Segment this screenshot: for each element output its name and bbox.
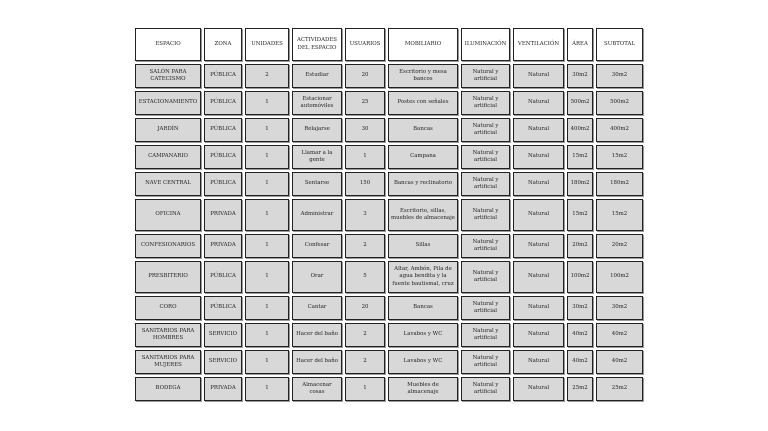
cell-subtotal: 15m2 <box>596 145 643 169</box>
cell-usuarios: 5 <box>345 261 385 293</box>
cell-zona: PÚBLICA <box>204 261 242 293</box>
cell-mobiliario: Lavabos y WC <box>388 350 458 374</box>
cell-usuarios: 20 <box>345 296 385 320</box>
cell-subtotal: 20m2 <box>596 234 643 258</box>
cell-iluminacion: Natural y artificial <box>461 199 510 231</box>
cell-ventilacion: Natural <box>513 323 564 347</box>
cell-area: 400m2 <box>567 118 593 142</box>
cell-subtotal: 30m2 <box>596 296 643 320</box>
cell-subtotal: 30m2 <box>596 64 643 88</box>
cell-ventilacion: Natural <box>513 118 564 142</box>
cell-iluminacion: Natural y artificial <box>461 261 510 293</box>
cell-iluminacion: Natural y artificial <box>461 145 510 169</box>
cell-zona: PÚBLICA <box>204 172 242 196</box>
cell-subtotal: 400m2 <box>596 118 643 142</box>
cell-unidades: 1 <box>245 323 289 347</box>
cell-mobiliario: Lavabos y WC <box>388 323 458 347</box>
cell-espacio: JARDÍN <box>135 118 201 142</box>
cell-actividades: Cantar <box>292 296 342 320</box>
cell-actividades: Confesar <box>292 234 342 258</box>
cell-mobiliario: Muebles de almacenaje <box>388 377 458 401</box>
cell-espacio: PRESBITERIO <box>135 261 201 293</box>
cell-zona: PRIVADA <box>204 199 242 231</box>
cell-mobiliario: Postes con señales <box>388 91 458 115</box>
cell-iluminacion: Natural y artificial <box>461 234 510 258</box>
cell-unidades: 1 <box>245 350 289 374</box>
cell-unidades: 2 <box>245 64 289 88</box>
cell-area: 30m2 <box>567 296 593 320</box>
cell-espacio: BODEGA <box>135 377 201 401</box>
cell-zona: PÚBLICA <box>204 64 242 88</box>
cell-ventilacion: Natural <box>513 172 564 196</box>
cell-iluminacion: Natural y artificial <box>461 296 510 320</box>
cell-area: 15m2 <box>567 199 593 231</box>
header-area: ÁREA <box>567 28 593 61</box>
cell-espacio: CONFESIONARIOS <box>135 234 201 258</box>
cell-iluminacion: Natural y artificial <box>461 172 510 196</box>
cell-espacio: CORO <box>135 296 201 320</box>
cell-espacio: SALÓN PARA CATECISMO <box>135 64 201 88</box>
cell-ventilacion: Natural <box>513 261 564 293</box>
cell-mobiliario: Escritorio, sillas, muebles de almacenaje <box>388 199 458 231</box>
cell-iluminacion: Natural y artificial <box>461 323 510 347</box>
cell-mobiliario: Campana <box>388 145 458 169</box>
cell-espacio: SANITARIOS PARA HOMBRES <box>135 323 201 347</box>
cell-actividades: Hacer del baño <box>292 323 342 347</box>
cell-actividades: Sentarse <box>292 172 342 196</box>
cell-mobiliario: Bancas y reclinatorio <box>388 172 458 196</box>
cell-unidades: 1 <box>245 296 289 320</box>
header-zona: ZONA <box>204 28 242 61</box>
cell-espacio: CAMPANARIO <box>135 145 201 169</box>
cell-iluminacion: Natural y artificial <box>461 350 510 374</box>
cell-mobiliario: Escritorio y mesa bancos <box>388 64 458 88</box>
cell-espacio: OFICINA <box>135 199 201 231</box>
cell-actividades: Almacenar cosas <box>292 377 342 401</box>
cell-ventilacion: Natural <box>513 91 564 115</box>
cell-zona: PÚBLICA <box>204 91 242 115</box>
cell-area: 30m2 <box>567 64 593 88</box>
cell-unidades: 1 <box>245 261 289 293</box>
cell-subtotal: 25m2 <box>596 377 643 401</box>
header-usuarios: USUARIOS <box>345 28 385 61</box>
cell-zona: PRIVADA <box>204 377 242 401</box>
cell-usuarios: 1 <box>345 377 385 401</box>
cell-area: 25m2 <box>567 377 593 401</box>
cell-subtotal: 15m2 <box>596 199 643 231</box>
header-mobiliario: MOBILIARIO <box>388 28 458 61</box>
spaces-program-table <box>135 28 643 401</box>
cell-subtotal: 40m2 <box>596 323 643 347</box>
cell-mobiliario: Bancas <box>388 296 458 320</box>
cell-mobiliario: Bancas <box>388 118 458 142</box>
cell-usuarios: 3 <box>345 199 385 231</box>
cell-usuarios: 2 <box>345 234 385 258</box>
cell-unidades: 1 <box>245 199 289 231</box>
cell-subtotal: 500m2 <box>596 91 643 115</box>
cell-ventilacion: Natural <box>513 64 564 88</box>
cell-ventilacion: Natural <box>513 199 564 231</box>
cell-mobiliario: Altar, Ambón, Pila de agua bendita y la fuente bautismal, cruz <box>388 261 458 293</box>
cell-unidades: 1 <box>245 377 289 401</box>
cell-usuarios: 30 <box>345 118 385 142</box>
cell-area: 40m2 <box>567 323 593 347</box>
cell-usuarios: 1 <box>345 145 385 169</box>
cell-iluminacion: Natural y artificial <box>461 377 510 401</box>
cell-ventilacion: Natural <box>513 377 564 401</box>
header-ventilacion: VENTILACIÓN <box>513 28 564 61</box>
cell-ventilacion: Natural <box>513 234 564 258</box>
cell-iluminacion: Natural y artificial <box>461 64 510 88</box>
cell-iluminacion: Natural y artificial <box>461 91 510 115</box>
cell-usuarios: 20 <box>345 64 385 88</box>
header-espacio: ESPACIO <box>135 28 201 61</box>
header-unidades: UNIDADES <box>245 28 289 61</box>
cell-area: 180m2 <box>567 172 593 196</box>
cell-actividades: Administrar <box>292 199 342 231</box>
cell-iluminacion: Natural y artificial <box>461 118 510 142</box>
cell-actividades: Estudiar <box>292 64 342 88</box>
cell-espacio: ESTACIONAMIENTO <box>135 91 201 115</box>
cell-espacio: SANITARIOS PARA MUJERES <box>135 350 201 374</box>
cell-unidades: 1 <box>245 118 289 142</box>
cell-mobiliario: Sillas <box>388 234 458 258</box>
cell-subtotal: 100m2 <box>596 261 643 293</box>
cell-area: 500m2 <box>567 91 593 115</box>
cell-zona: PÚBLICA <box>204 118 242 142</box>
cell-unidades: 1 <box>245 91 289 115</box>
cell-area: 100m2 <box>567 261 593 293</box>
cell-actividades: Hacer del baño <box>292 350 342 374</box>
cell-unidades: 1 <box>245 234 289 258</box>
cell-zona: PRIVADA <box>204 234 242 258</box>
header-subtotal: SUBTOTAL <box>596 28 643 61</box>
cell-zona: SERVICIO <box>204 350 242 374</box>
cell-subtotal: 40m2 <box>596 350 643 374</box>
cell-unidades: 1 <box>245 145 289 169</box>
cell-subtotal: 180m2 <box>596 172 643 196</box>
cell-actividades: Estacionar automóviles <box>292 91 342 115</box>
cell-usuarios: 150 <box>345 172 385 196</box>
cell-ventilacion: Natural <box>513 350 564 374</box>
cell-usuarios: 2 <box>345 323 385 347</box>
cell-zona: PÚBLICA <box>204 296 242 320</box>
cell-ventilacion: Natural <box>513 145 564 169</box>
cell-area: 20m2 <box>567 234 593 258</box>
cell-actividades: Relajarse <box>292 118 342 142</box>
cell-zona: PÚBLICA <box>204 145 242 169</box>
cell-area: 40m2 <box>567 350 593 374</box>
cell-area: 15m2 <box>567 145 593 169</box>
header-iluminacion: ILUMINACIÓN <box>461 28 510 61</box>
header-actividades: ACTIVIDADES DEL ESPACIO <box>292 28 342 61</box>
cell-actividades: Orar <box>292 261 342 293</box>
cell-unidades: 1 <box>245 172 289 196</box>
cell-espacio: NAVE CENTRAL <box>135 172 201 196</box>
cell-zona: SERVICIO <box>204 323 242 347</box>
cell-usuarios: 25 <box>345 91 385 115</box>
cell-usuarios: 2 <box>345 350 385 374</box>
cell-ventilacion: Natural <box>513 296 564 320</box>
cell-actividades: Llamar a la gente <box>292 145 342 169</box>
